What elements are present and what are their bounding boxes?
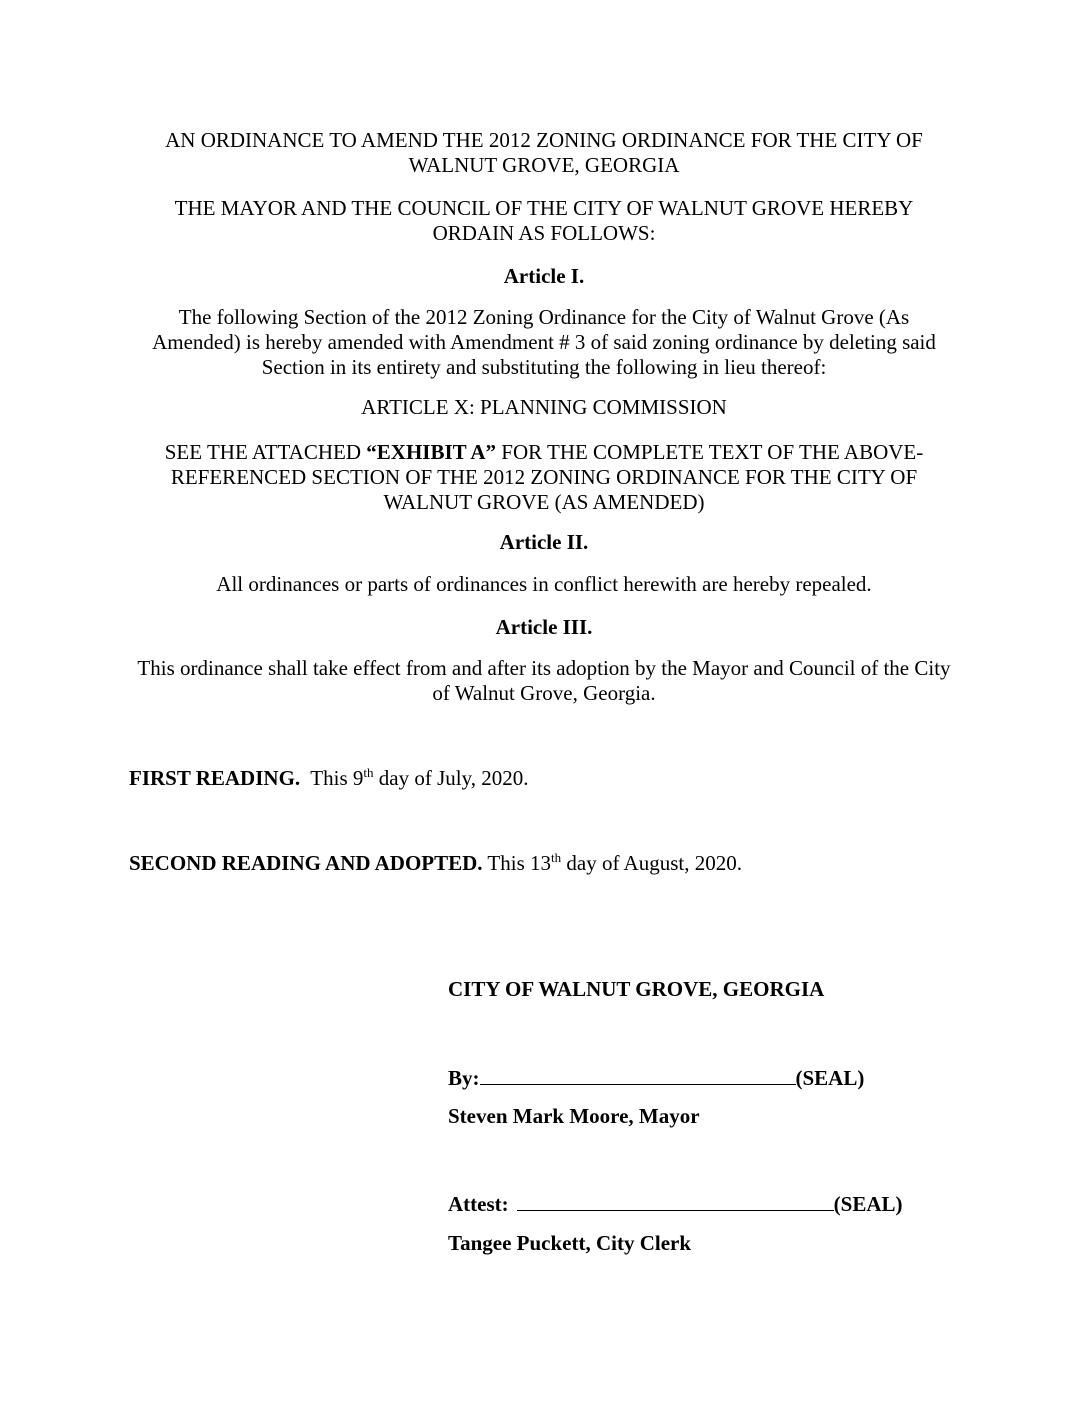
article-1-body-line-1: The following Section of the 2012 Zoning Ordinance for the City of Walnut Grove (As [178,305,910,329]
article-3-heading: Article III. [495,615,593,639]
mayor-name: Steven Mark Moore, Mayor [448,1104,700,1128]
clerk-seal: (SEAL) [833,1192,903,1216]
title-line-1: AN ORDINANCE TO AMEND THE 2012 ZONING ORDINANCE FOR THE CITY OF [165,128,923,152]
second-reading-date: day of August, 2020. [561,851,742,875]
article-1-body-line-2: Amended) is hereby amended with Amendment # 3 of said zoning ordinance by deleting said [152,330,936,354]
first-reading-text: This 9 [300,766,364,790]
article-3-body-line-2: of Walnut Grove, Georgia. [432,681,656,705]
exhibit-reference-line-3: WALNUT GROVE (AS AMENDED) [383,490,705,514]
article-2-heading: Article II. [499,530,589,554]
clerk-name: Tangee Puckett, City Clerk [448,1231,692,1255]
article-3-body-line-1: This ordinance shall take effect from and after its adoption by the Mayor and Council of the City [137,656,951,680]
second-reading [129,851,742,876]
exhibit-reference-line-1 [120,440,968,465]
section-title: ARTICLE X: PLANNING COMMISSION [361,395,727,419]
first-reading-date: day of July, 2020. [373,766,529,790]
preamble [120,196,968,246]
clerk-signature-line [448,1190,903,1217]
mayor-signature-blank [480,1064,796,1085]
exhibit-reference-line-2: REFERENCED SECTION OF THE 2012 ZONING ORDINANCE FOR THE CITY OF [170,465,918,489]
clerk-signature-blank [517,1190,834,1211]
exhibit-prefix: SEE THE ATTACHED [164,440,367,464]
attest-label: Attest: [448,1192,509,1216]
first-reading-suffix: th [363,765,374,780]
title-line-2: WALNUT GROVE, GEORGIA [408,153,680,177]
article-3-body [120,656,968,706]
mayor-seal: (SEAL) [795,1066,865,1090]
first-reading-label: FIRST READING. [129,766,301,790]
exhibit-reference [120,440,968,515]
by-label: By: [448,1066,480,1090]
preamble-line-2: ORDAIN AS FOLLOWS: [432,221,656,245]
second-reading-suffix: th [551,850,562,865]
first-reading [129,766,528,791]
exhibit-suffix: FOR THE COMPLETE TEXT OF THE ABOVE- [496,440,924,464]
exhibit-a-label: “EXHIBIT A” [366,440,497,464]
article-1-body [120,305,968,380]
second-reading-text: This 13 [482,851,552,875]
mayor-signature-line [448,1064,864,1091]
article-1-heading: Article I. [503,264,585,288]
signature-city: CITY OF WALNUT GROVE, GEORGIA [448,977,825,1001]
article-2-body: All ordinances or parts of ordinances in conflict herewith are hereby repealed. [216,572,872,596]
ordinance-title [120,128,968,178]
second-reading-label: SECOND READING AND ADOPTED. [129,851,483,875]
article-1-body-line-3: Section in its entirety and substituting the following in lieu thereof: [261,355,827,379]
preamble-line-1: THE MAYOR AND THE COUNCIL OF THE CITY OF WALNUT GROVE HEREBY [174,196,914,220]
